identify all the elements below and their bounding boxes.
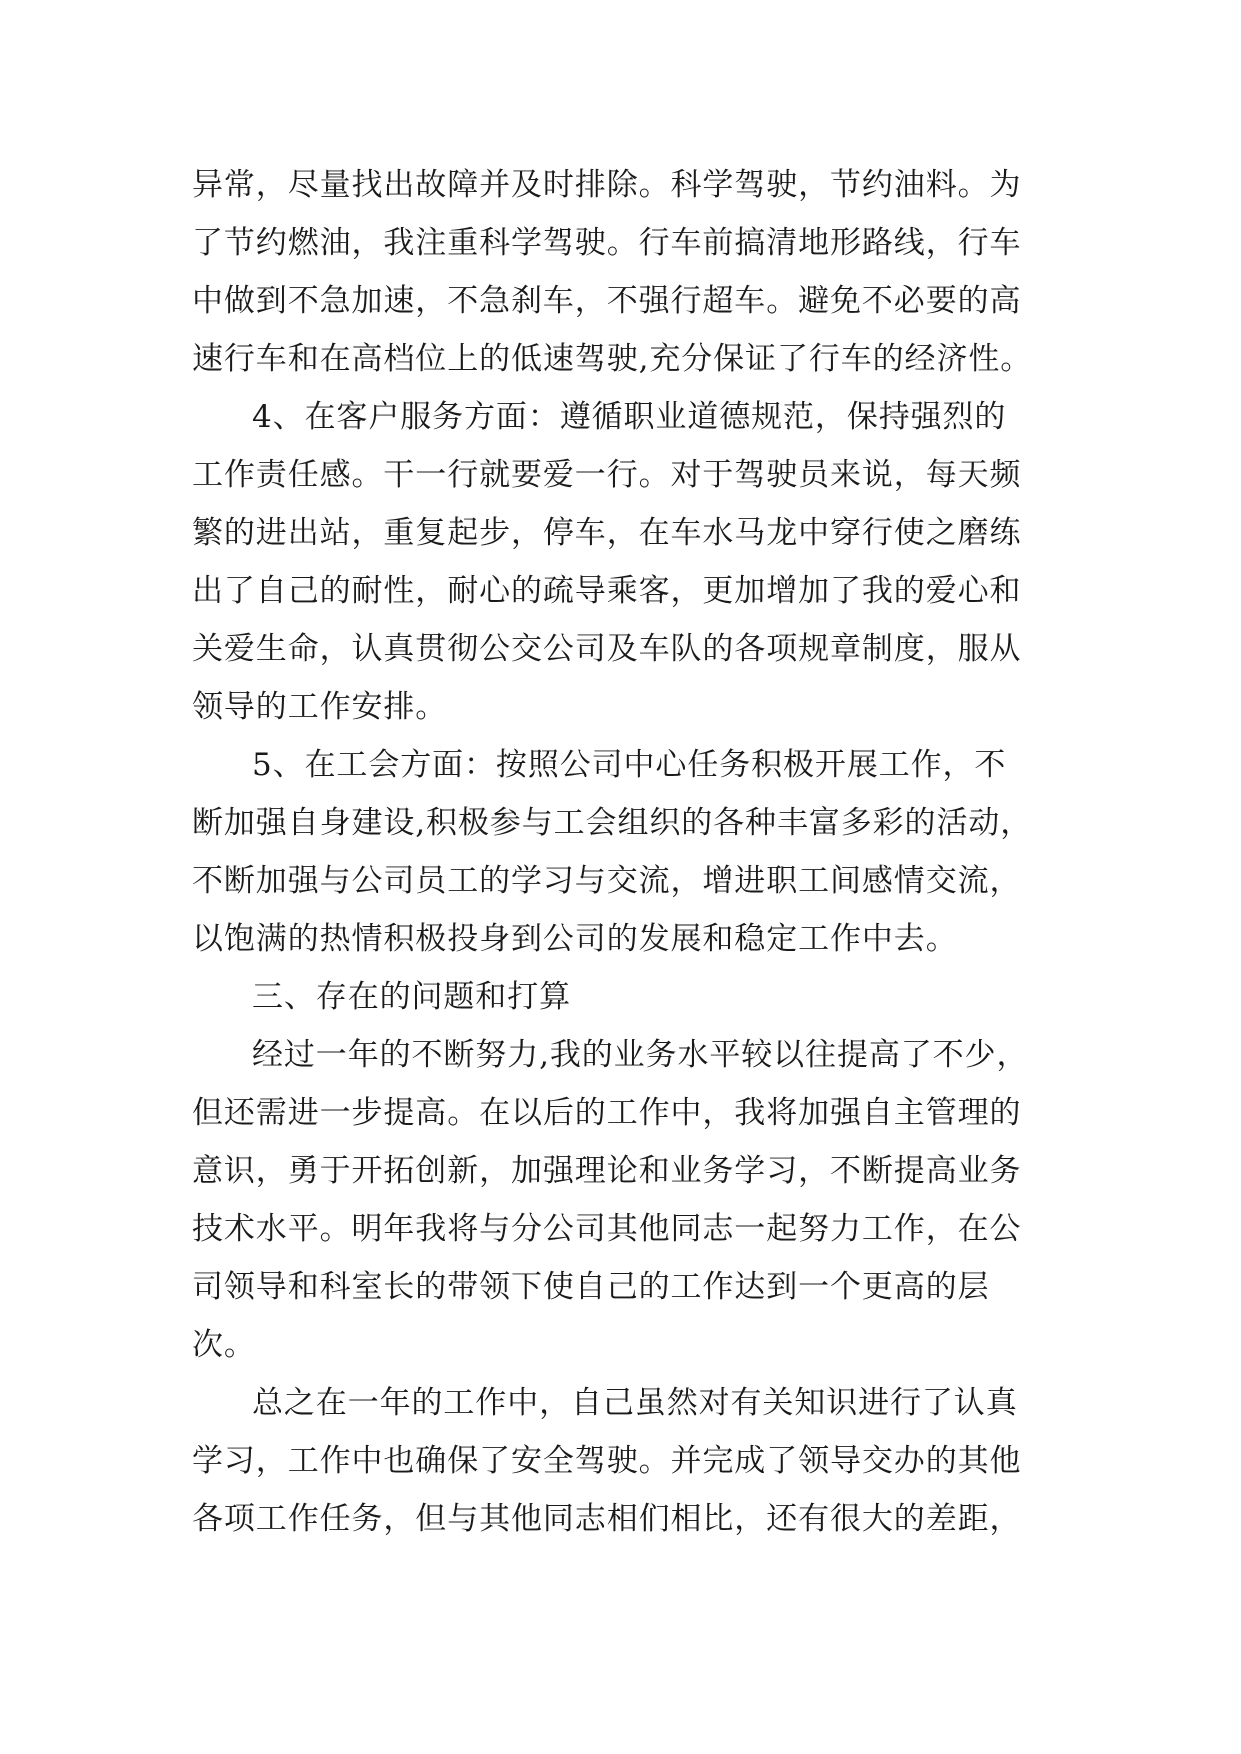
- text-line: 4、在客户服务方面：遵循职业道德规范，保持强烈的: [252, 399, 1007, 435]
- text-line: 中做到不急加速，不急刹车，不强行超车。避免不必要的高: [192, 283, 1022, 319]
- text-line: 工作责任感。干一行就要爱一行。对于驾驶员来说，每天频: [192, 457, 1022, 493]
- text-line: 经过一年的不断努力,我的业务水平较以往提高了不少，: [252, 1037, 1029, 1073]
- text-line: 速行车和在高档位上的低速驾驶,充分保证了行车的经济性。: [192, 341, 1033, 377]
- text-line: 5、在工会方面：按照公司中心任务积极开展工作，不: [252, 747, 1007, 783]
- text-line: 繁的进出站，重复起步，停车，在车水马龙中穿行使之磨练: [192, 515, 1022, 551]
- text-line: 异常，尽量找出故障并及时排除。科学驾驶，节约油料。为: [192, 167, 1022, 203]
- text-line: 各项工作任务，但与其他同志相们相比，还有很大的差距，: [192, 1501, 1022, 1537]
- text-line: 不断加强与公司员工的学习与交流，增进职工间感情交流，: [192, 863, 1022, 899]
- text-line: 意识，勇于开拓创新，加强理论和业务学习，不断提高业务: [192, 1153, 1022, 1189]
- text-line: 领导的工作安排。: [192, 689, 448, 725]
- text-line: 关爱生命，认真贯彻公交公司及车队的各项规章制度，服从: [192, 631, 1022, 667]
- text-line: 总之在一年的工作中，自己虽然对有关知识进行了认真: [252, 1385, 1018, 1421]
- text-line: 以饱满的热情积极投身到公司的发展和稳定工作中去。: [192, 921, 958, 957]
- section-heading: 三、存在的问题和打算: [252, 979, 571, 1015]
- text-line: 断加强自身建设,积极参与工会组织的各种丰富多彩的活动，: [192, 805, 1033, 841]
- text-line: 次。: [192, 1327, 256, 1363]
- text-line: 出了自己的耐性，耐心的疏导乘客，更加增加了我的爱心和: [192, 573, 1022, 609]
- text-line: 技术水平。明年我将与分公司其他同志一起努力工作，在公: [192, 1211, 1022, 1247]
- text-line: 学习，工作中也确保了安全驾驶。并完成了领导交办的其他: [192, 1443, 1022, 1479]
- text-line: 但还需进一步提高。在以后的工作中，我将加强自主管理的: [192, 1095, 1022, 1131]
- text-line: 了节约燃油，我注重科学驾驶。行车前搞清地形路线，行车: [192, 225, 1022, 261]
- text-line: 司领导和科室长的带领下使自己的工作达到一个更高的层: [192, 1269, 990, 1305]
